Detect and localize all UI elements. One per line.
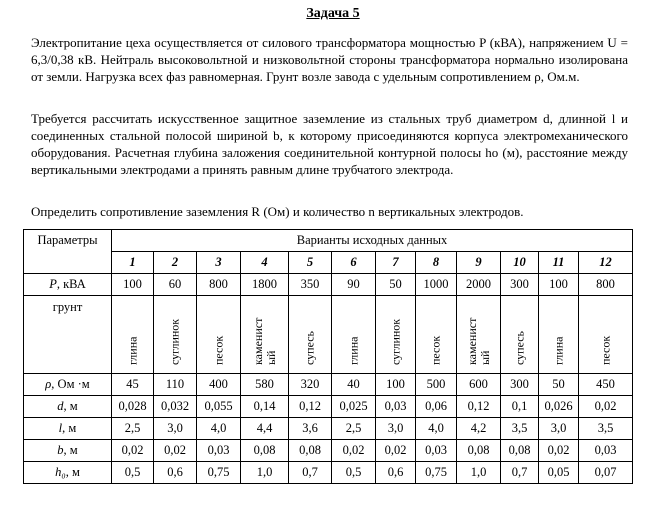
value-cell: 0,028 xyxy=(112,396,154,418)
variants-header: Варианты исходных данных xyxy=(112,230,633,252)
soil-type: каменист ый xyxy=(464,317,492,365)
variant-number: 6 xyxy=(332,252,376,274)
value-cell: 300 xyxy=(501,374,539,396)
variant-number: 3 xyxy=(197,252,241,274)
value-cell: 600 xyxy=(457,374,501,396)
variant-number: 5 xyxy=(289,252,332,274)
value-cell: 1000 xyxy=(416,274,457,296)
soil-cell xyxy=(112,296,154,374)
value-cell: 0,08 xyxy=(289,440,332,462)
value-cell: 0,7 xyxy=(289,462,332,484)
value-cell: 50 xyxy=(539,374,579,396)
value-cell: 0,055 xyxy=(197,396,241,418)
problem-paragraph-2: Требуется рассчитать искусственное защитное заземление из стальных труб диаметром d, длинной l и соединенных стальной полосой шириной b, к которому присоединяются корпуса электромеханического оборудования. Расчетная глубина заложения соединительной контурной полосы ho (м), расстояние между вертикальными электродами а принять равным длине трубчатого электрода. xyxy=(31,111,628,177)
variant-number: 9 xyxy=(457,252,501,274)
value-cell: 100 xyxy=(539,274,579,296)
variant-number: 8 xyxy=(416,252,457,274)
soil-cell xyxy=(579,296,633,374)
row-soil xyxy=(24,296,633,374)
value-cell: 350 xyxy=(289,274,332,296)
soil-type: песок xyxy=(211,335,225,365)
value-cell: 0,05 xyxy=(539,462,579,484)
soil-type: суглинок xyxy=(167,318,182,365)
soil-type: супесь xyxy=(512,330,526,365)
soil-type: песок xyxy=(428,335,443,365)
value-cell: 100 xyxy=(376,374,416,396)
value-cell: 40 xyxy=(332,374,376,396)
soil-cell xyxy=(416,296,457,374)
value-cell: 0,02 xyxy=(332,440,376,462)
value-cell: 4,0 xyxy=(197,418,241,440)
soil-cell xyxy=(457,296,501,374)
value-cell: 450 xyxy=(579,374,633,396)
value-cell: 0,5 xyxy=(332,462,376,484)
soil-type: каменист ый xyxy=(250,317,278,365)
value-cell: 800 xyxy=(579,274,633,296)
value-cell: 0,08 xyxy=(241,440,289,462)
soil-type: глина xyxy=(551,336,565,365)
value-cell: 3,6 xyxy=(289,418,332,440)
value-cell: 0,02 xyxy=(112,440,154,462)
value-cell: 2000 xyxy=(457,274,501,296)
variants-table xyxy=(23,229,633,484)
table-header-row xyxy=(24,230,633,252)
problem-paragraph-3: Определить сопротивление заземления R (Ом) и количество n вертикальных электродов. xyxy=(31,204,524,219)
value-cell: 0,5 xyxy=(112,462,154,484)
value-cell: 3,0 xyxy=(376,418,416,440)
value-cell: 2,5 xyxy=(112,418,154,440)
value-cell: 1,0 xyxy=(241,462,289,484)
value-cell: 50 xyxy=(376,274,416,296)
value-cell: 0,025 xyxy=(332,396,376,418)
value-cell: 0,12 xyxy=(289,396,332,418)
row-label: ρ, Ом ·м xyxy=(24,374,112,396)
value-cell: 90 xyxy=(332,274,376,296)
soil-cell xyxy=(154,296,197,374)
soil-type: глина xyxy=(125,336,139,365)
value-cell: 110 xyxy=(154,374,197,396)
value-cell: 0,02 xyxy=(579,396,633,418)
value-cell: 0,026 xyxy=(539,396,579,418)
row-length xyxy=(24,418,633,440)
value-cell: 3,5 xyxy=(579,418,633,440)
row-label: грунт xyxy=(24,296,112,374)
row-depth xyxy=(24,462,633,484)
value-cell: 0,14 xyxy=(241,396,289,418)
value-cell: 400 xyxy=(197,374,241,396)
value-cell: 0,6 xyxy=(376,462,416,484)
value-cell: 0,02 xyxy=(376,440,416,462)
row-resistivity xyxy=(24,374,633,396)
value-cell: 0,06 xyxy=(416,396,457,418)
problem-paragraph-1: Электропитание цеха осуществляется от силового трансформатора мощностью P (кВА), напряжением U = 6,3/0,38 кВ. Нейтраль высоковольтной и низковольтной стороны трансформатора нормально изолирована от земли. Нагрузка всех фаз равномерная. Грунт возле завода с удельным сопротивлением ρ, Ом.м. xyxy=(31,35,628,84)
value-cell: 0,032 xyxy=(154,396,197,418)
value-cell: 0,03 xyxy=(197,440,241,462)
value-cell: 60 xyxy=(154,274,197,296)
row-label: b, м xyxy=(24,440,112,462)
soil-cell xyxy=(501,296,539,374)
value-cell: 3,0 xyxy=(154,418,197,440)
value-cell: 800 xyxy=(197,274,241,296)
row-label: l, м xyxy=(24,418,112,440)
soil-cell xyxy=(241,296,289,374)
soil-cell xyxy=(289,296,332,374)
value-cell: 0,1 xyxy=(501,396,539,418)
value-cell: 100 xyxy=(112,274,154,296)
variant-number: 12 xyxy=(579,252,633,274)
soil-type: глина xyxy=(346,336,360,365)
value-cell: 0,02 xyxy=(539,440,579,462)
variant-number: 11 xyxy=(539,252,579,274)
value-cell: 0,03 xyxy=(416,440,457,462)
value-cell: 0,07 xyxy=(579,462,633,484)
value-cell: 4,4 xyxy=(241,418,289,440)
value-cell: 0,7 xyxy=(501,462,539,484)
value-cell: 300 xyxy=(501,274,539,296)
value-cell: 0,03 xyxy=(579,440,633,462)
soil-cell xyxy=(376,296,416,374)
row-label: P, кВА xyxy=(24,274,112,296)
value-cell: 3,0 xyxy=(539,418,579,440)
soil-cell xyxy=(539,296,579,374)
soil-type: суглинок xyxy=(388,318,402,365)
value-cell: 580 xyxy=(241,374,289,396)
row-power xyxy=(24,274,633,296)
row-width xyxy=(24,440,633,462)
value-cell: 0,75 xyxy=(197,462,241,484)
variant-number: 10 xyxy=(501,252,539,274)
value-cell: 0,6 xyxy=(154,462,197,484)
row-diameter xyxy=(24,396,633,418)
soil-type: супесь xyxy=(302,330,317,365)
soil-cell xyxy=(197,296,241,374)
param-header: Параметры xyxy=(24,230,112,274)
value-cell: 4,2 xyxy=(457,418,501,440)
variant-numbers-row xyxy=(24,252,633,274)
value-cell: 1800 xyxy=(241,274,289,296)
value-cell: 0,75 xyxy=(416,462,457,484)
task-title: Задача 5 xyxy=(306,6,360,21)
row-label: h₀, м xyxy=(24,462,112,484)
value-cell: 3,5 xyxy=(501,418,539,440)
value-cell: 0,02 xyxy=(154,440,197,462)
variant-number: 7 xyxy=(376,252,416,274)
variant-number: 2 xyxy=(154,252,197,274)
value-cell: 1,0 xyxy=(457,462,501,484)
value-cell: 0,12 xyxy=(457,396,501,418)
soil-cell xyxy=(332,296,376,374)
soil-type: песок xyxy=(598,335,613,365)
value-cell: 0,08 xyxy=(501,440,539,462)
value-cell: 45 xyxy=(112,374,154,396)
row-label: d, м xyxy=(24,396,112,418)
value-cell: 500 xyxy=(416,374,457,396)
value-cell: 0,03 xyxy=(376,396,416,418)
value-cell: 2,5 xyxy=(332,418,376,440)
value-cell: 320 xyxy=(289,374,332,396)
value-cell: 0,08 xyxy=(457,440,501,462)
variant-number: 1 xyxy=(112,252,154,274)
variant-number: 4 xyxy=(241,252,289,274)
value-cell: 4,0 xyxy=(416,418,457,440)
